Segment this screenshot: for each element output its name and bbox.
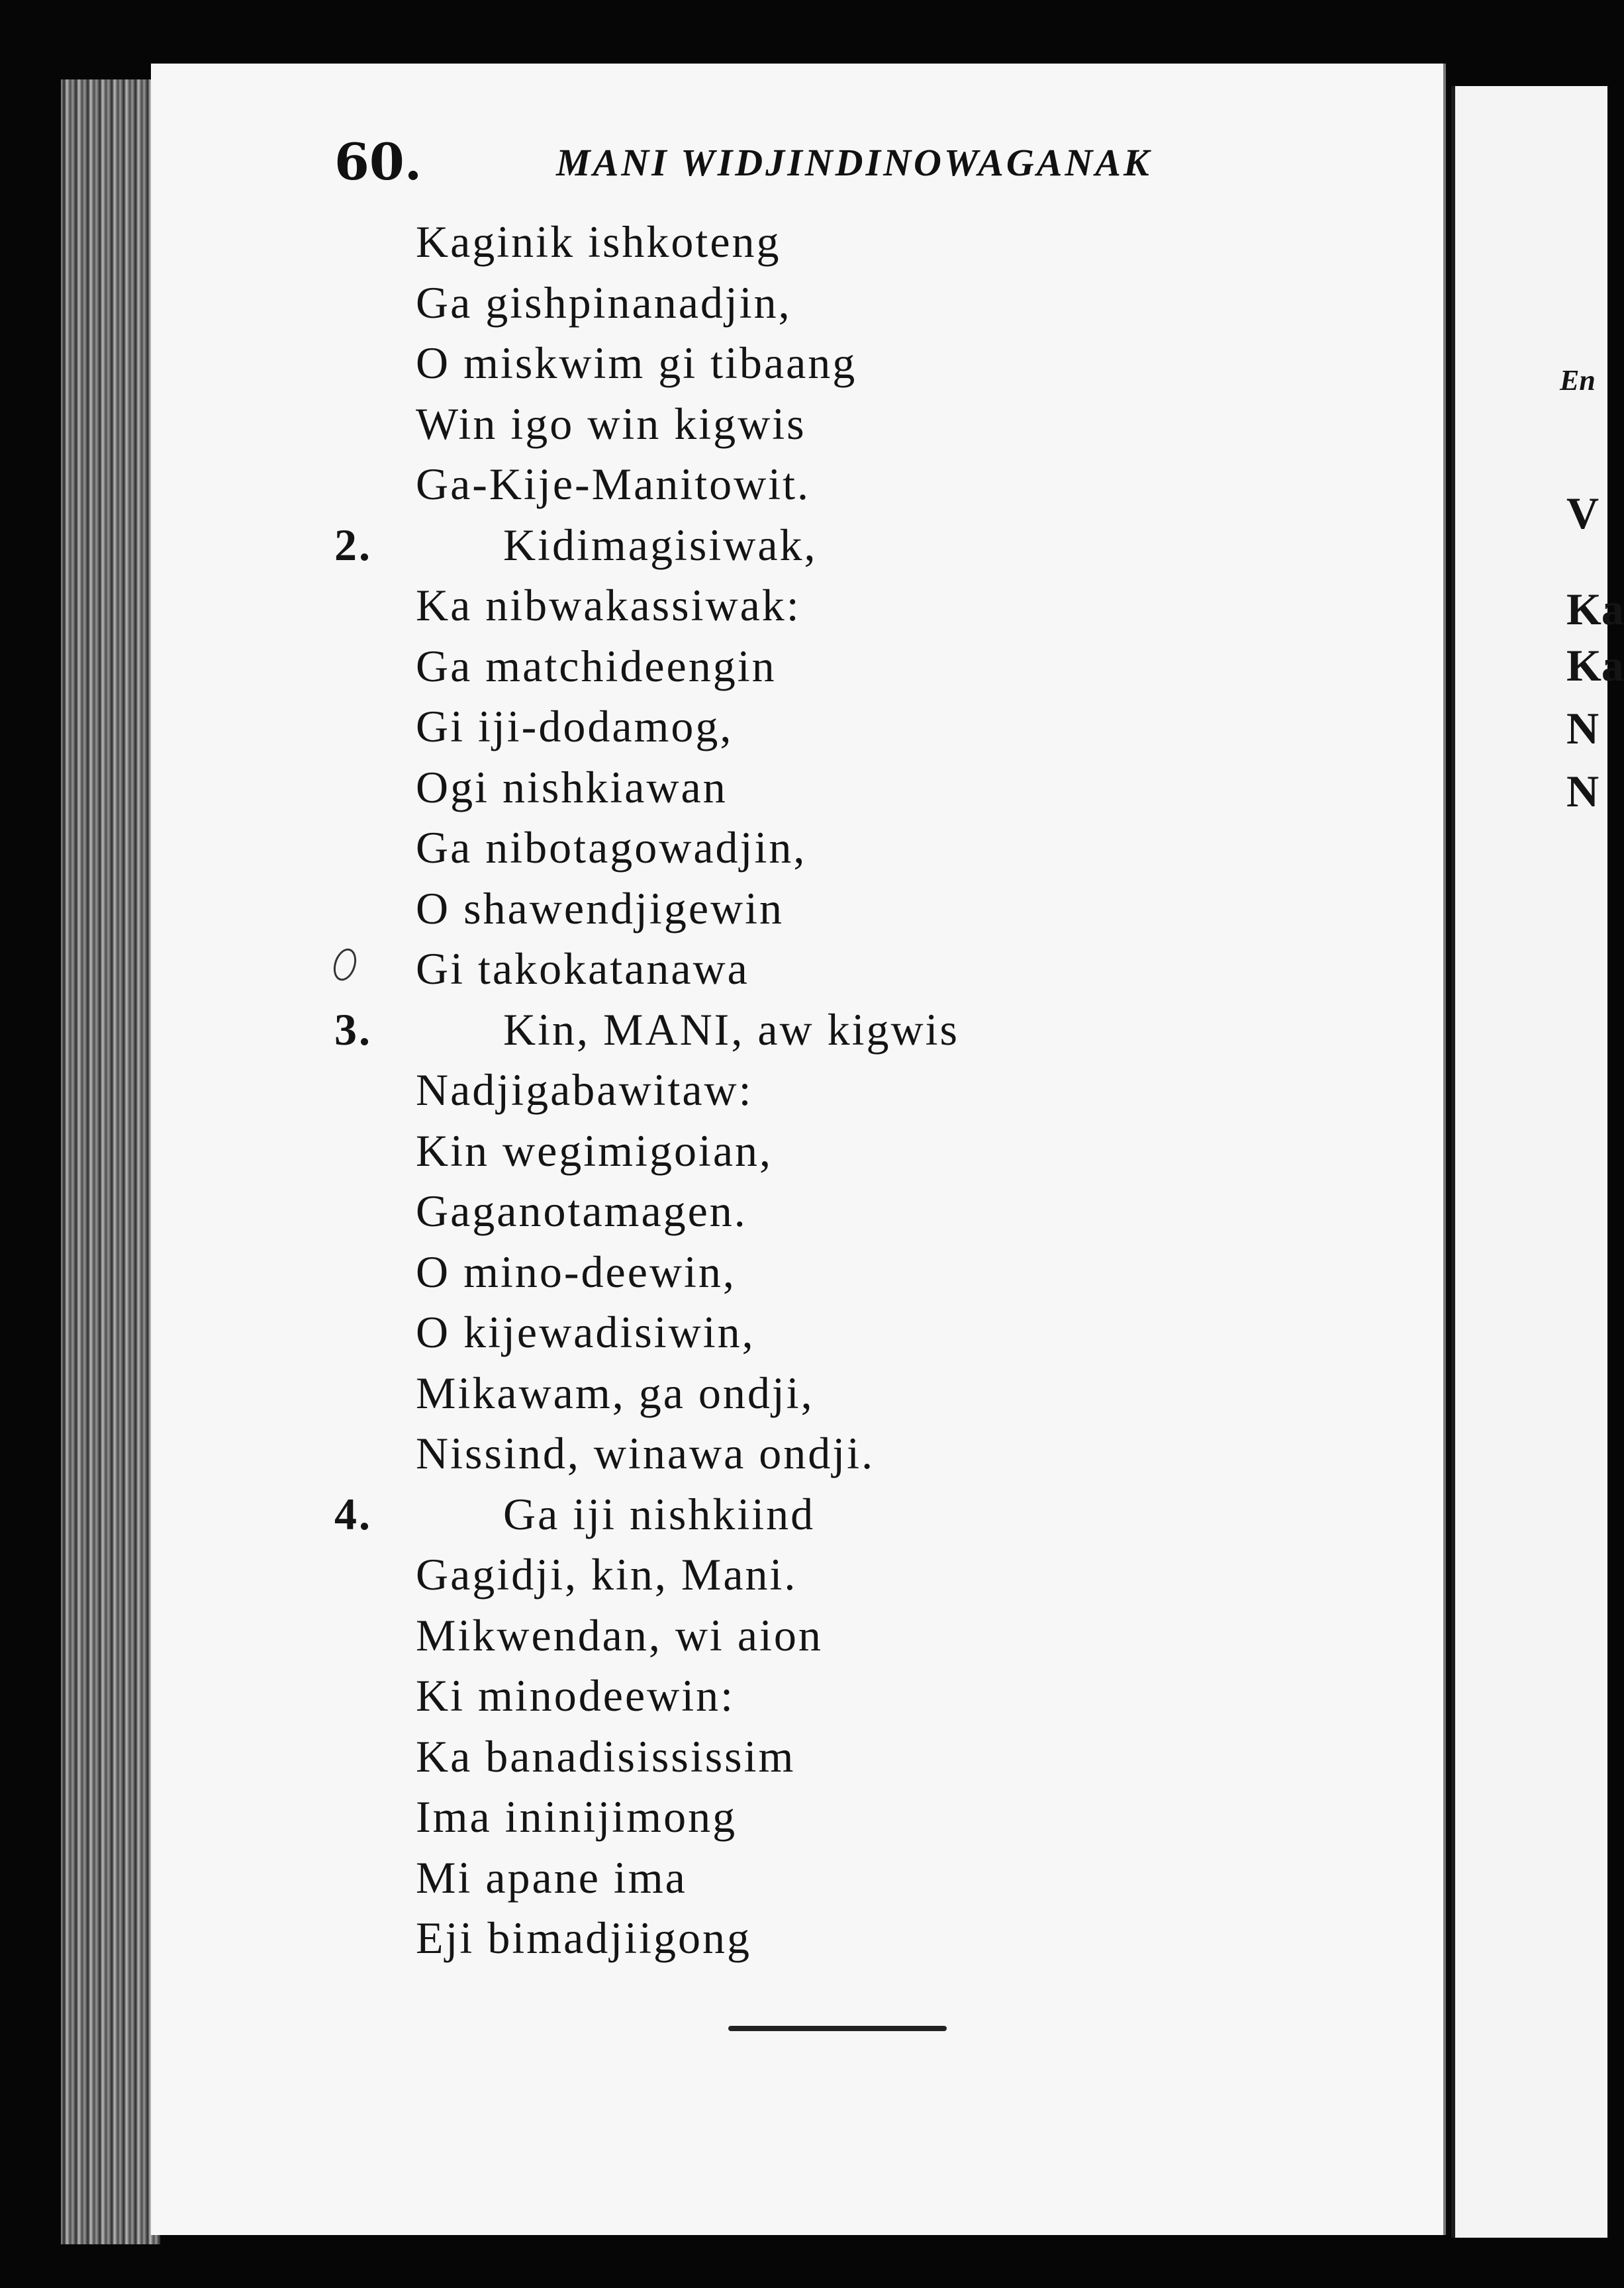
verse-line-text: O miskwim gi tibaang (416, 338, 857, 388)
verse-line (318, 333, 1311, 393)
verse-line-text: Nadjigabawitaw: (416, 1065, 753, 1115)
book-edge (61, 79, 160, 2244)
right-page-fragment: V (1566, 488, 1600, 538)
verse-line-text: Mi apane ima (416, 1852, 687, 1903)
verse-line-text: Ga gishpinanadjin, (416, 277, 792, 328)
verse-line-text: Ga iji nishkiind (503, 1488, 816, 1539)
verse-line (318, 1605, 1311, 1665)
verse-number: 2. (334, 519, 372, 570)
verse-line-text: Gi iji-dodamog, (416, 701, 734, 751)
verse-line (318, 1181, 1311, 1241)
verse-line-text: O mino-deewin, (416, 1246, 736, 1297)
verse-line (318, 1423, 1311, 1483)
verse-line-text: Win igo win kigwis (416, 398, 806, 449)
verse-line-text: Ka nibwakassiwak: (416, 580, 801, 630)
right-page-fragment: N (1566, 703, 1600, 753)
running-title: MANI WIDJINDINOWAGANAK (556, 141, 1152, 184)
verse-line (318, 394, 1311, 453)
verse-line (318, 212, 1311, 271)
verse-line-text: Ki minodeewin: (416, 1670, 736, 1721)
right-page-fragment: En (1560, 364, 1596, 397)
page-number: 60. (334, 132, 422, 191)
verse-line (318, 757, 1311, 817)
right-page-fragment: N (1566, 766, 1600, 816)
verse-line-text: Mikwendan, wi aion (416, 1609, 823, 1660)
verse-line (318, 454, 1311, 514)
verse-line-text: Gaganotamagen. (416, 1186, 747, 1236)
verse-line (318, 1363, 1311, 1423)
verse-line-text: Nissind, winawa ondji. (416, 1428, 875, 1478)
verse-line-text: Ima ininijimong (416, 1791, 738, 1842)
verse-line (318, 1545, 1311, 1604)
verse-line (318, 273, 1311, 332)
verse-line-text: Kin wegimigoian, (416, 1125, 773, 1176)
right-page-fragment: Ka (1566, 640, 1624, 691)
verse-line-text: Kaginik ishkoteng (416, 216, 781, 267)
right-page-fragment: Ka (1566, 584, 1624, 634)
verse-number: 4. (334, 1488, 372, 1539)
verse-line (318, 575, 1311, 635)
verse-line (318, 1484, 1311, 1544)
verse-line (318, 1242, 1311, 1302)
verse-line-text: Ka banadisississim (416, 1731, 796, 1782)
verse-line (318, 636, 1311, 696)
verse-line (318, 939, 1311, 998)
verse-line (318, 1727, 1311, 1786)
verse-line (318, 1787, 1311, 1846)
verse-line-text: Kidimagisiwak, (503, 519, 818, 570)
verse-line-text: O kijewadisiwin, (416, 1307, 755, 1357)
hymn-verses (318, 212, 1311, 1999)
verse-number: 3. (334, 1004, 372, 1055)
verse-line (318, 515, 1311, 575)
page-header (334, 132, 1274, 192)
verse-line-text: O shawendjigewin (416, 882, 785, 933)
verse-line-text: Ogi nishkiawan (416, 761, 728, 812)
verse-line (318, 818, 1311, 877)
verse-line-text: Gi takokatanawa (416, 943, 749, 994)
verse-line-text: Gagidji, kin, Mani. (416, 1549, 798, 1599)
verse-line-text: Mikawam, ga ondji, (416, 1367, 814, 1418)
verse-line (318, 879, 1311, 938)
verse-line (318, 1302, 1311, 1362)
verse-line (318, 1848, 1311, 1907)
verse-line (318, 1908, 1311, 1968)
right-page (1451, 86, 1624, 2238)
verse-line-text: Ga-Kije-Manitowit. (416, 459, 810, 509)
verse-line-text: Kin, MANI, aw kigwis (503, 1004, 959, 1055)
verse-line (318, 1666, 1311, 1725)
verse-line-text: Eji bimadjiigong (416, 1913, 751, 1963)
verse-line (318, 696, 1311, 756)
verse-line (318, 1121, 1311, 1180)
verse-line-text: Ga matchideengin (416, 640, 777, 691)
right-page-text (1455, 86, 1624, 2238)
verse-line (318, 1060, 1311, 1120)
end-rule (728, 2026, 947, 2031)
verse-line-text: Ga nibotagowadjin, (416, 822, 807, 873)
verse-line (318, 1000, 1311, 1059)
